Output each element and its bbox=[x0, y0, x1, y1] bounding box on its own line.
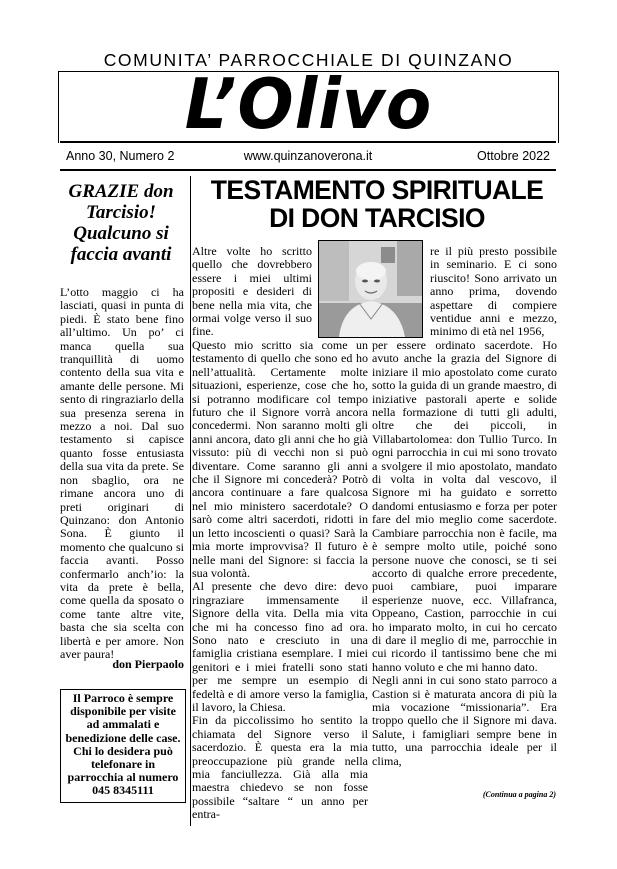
sidebar-body bbox=[60, 286, 184, 661]
article-column-1-intro bbox=[192, 245, 312, 339]
article-column-2 bbox=[372, 339, 557, 768]
sidebar-signature: don Pierpaolo bbox=[112, 657, 184, 671]
article-paragraph: Al presente che devo dire: devo ringraziare immensamente il Signore della vita. Della mia vita che mi ha concesso fino ad ora. Sono nato e cresciuto in una famiglia cristiana esemplare. I miei genitori e i miei fratelli sono stati per me sempre un esempio di fedeltà e di amore verso la famiglia, il lavoro, la Chiesa. bbox=[192, 579, 368, 714]
community-name: COMUNITA’ PARROCCHIALE DI QUINZANO bbox=[103, 50, 514, 70]
article-paragraph: Questo mio scritto sia come un testamento di quello che sono ed ho nell’attualità. Certamente molte situazioni, esperienze, cose che ho, si potranno modificare col tempo futuro che il Signore vorrà ancora concedermi. Non saranno molti gli anni ancora, dato gli anni che ho già vissuto: più di vecchi non si può diventare. Come saranno gli anni che il Signore mi concederà? Potrò ancora continuare a fare qualcosa nel mio ministero sacerdotale? O sarò come altri sacerdoti, ridotti in un letto incoscienti o quasi? Sarà la mia morte improvvisa? Il futuro è nelle mani del Signore: si faccia la sua volontà. bbox=[192, 338, 368, 580]
continue-note: (Continua a pagina 2) bbox=[482, 790, 556, 799]
article-paragraph: per essere ordinato sacerdote. Ho avuto anche la grazia del Signore di iniziare il mio apostolato come curato sotto la guida di un grande maestro, di iniziative pastorali aperte e solide nella formazione di tutti gli adulti, oltre che dei piccoli, in Villabartolomea: don Tullio Turco. In ogni parrocchia in cui mi sono trovato a svolgere il mio apostolato, mandato di volta in volta dal vescovo, il Signore mi ha guidato e sorretto dandomi entusiasmo e forza per poter fare del mio meglio come sacerdote. Cambiare parrocchia non è facile, ma è sempre molto utile, poiché sono persone nuove che conosci, se ti sei accorto di qualche errore precedente, puoi cambiare, puoi imparare esperienze nuove, ecc. Villafranca, Oppeano, Castion, parrocchie in cui ho imparato molto, in cui ho cercato di dare il meglio di me, parrocchie in cui ricordo il tantissimo bene che mi hanno voluto e che mi hanno dato. bbox=[372, 338, 557, 674]
sidebar-headline: GRAZIE don Tarcisio! Qualcuno si faccia avanti bbox=[68, 181, 174, 265]
portrait-image bbox=[319, 241, 422, 337]
parish-notice-box: Il Parroco è sempre disponibile per visite ad ammalati e benedizione delle case. Chi lo desidera può telefonare in parrocchia al numero 045 8345111 bbox=[60, 689, 186, 803]
article-column-2-intro bbox=[430, 245, 557, 339]
issue-date: Ottobre 2022 bbox=[477, 149, 550, 163]
article-column-1 bbox=[192, 339, 368, 822]
article-paragraph: re il più presto possibile in seminario. E ci sono riuscito! Sono arrivato un anno prima, dovendo aspettare di compiere ventidue anni e mezzo, minimo di età nel 1956, bbox=[430, 244, 557, 339]
column-divider bbox=[190, 176, 191, 826]
info-bar bbox=[60, 141, 556, 171]
issue-number: Anno 30, Numero 2 bbox=[66, 149, 175, 163]
sidebar-paragraph: L’otto maggio ci ha lasciati, quasi in punta di piedi. È stato bene fino all’ultimo. Un po’ ci manca quella sua tranquillità di uomo contento della sua vita e amante delle persone. Mi sento di ringraziarlo della sua presenza serena in mezzo a noi. Dal suo testamento si capisce quanto fosse entusiasta della sua vita da prete. Se non sbaglio, ora ne rimane ancora uno di preti originari di Quinzano: don Antonio Sona. È giunto il momento che qualcuno si faccia avanti. Posso confermarlo anch’io: la vita da prete è bella, come quella da sposato o come tante altre vite, basta che sia scelta con libertà e per amore. Non aver paura! bbox=[60, 285, 184, 661]
newspaper-title: L’Olivo bbox=[184, 64, 433, 145]
website-link[interactable]: www.quinzanoverona.it bbox=[243, 149, 373, 163]
article-title: TESTAMENTO SPIRITUALE DI DON TARCISIO bbox=[210, 175, 544, 233]
article-paragraph: Fin da piccolissimo ho sentito la chiamata del Signore verso il sacerdozio. È questa era la mia preoccupazione più grande nella mia fanciullezza. Già alla mia maestra chiedevo se non fosse possibile “saltare “ un anno per entra- bbox=[192, 713, 368, 822]
article-paragraph: Negli anni in cui sono stato parroco a Castion si è maturata ancora di più la mia vocazione “missionaria”. Era troppo quello che il Signore mi dava. Salute, i famigliari sempre bene in tutto, una parrocchia ideale per il clima, bbox=[372, 673, 557, 768]
don-tarcisio-photo bbox=[318, 240, 423, 338]
article-paragraph: Altre volte ho scritto quello che dovrebbero essere i miei ultimi propositi e desideri di bene nella mia vita, che ormai volge verso il suo fine. bbox=[192, 244, 312, 339]
